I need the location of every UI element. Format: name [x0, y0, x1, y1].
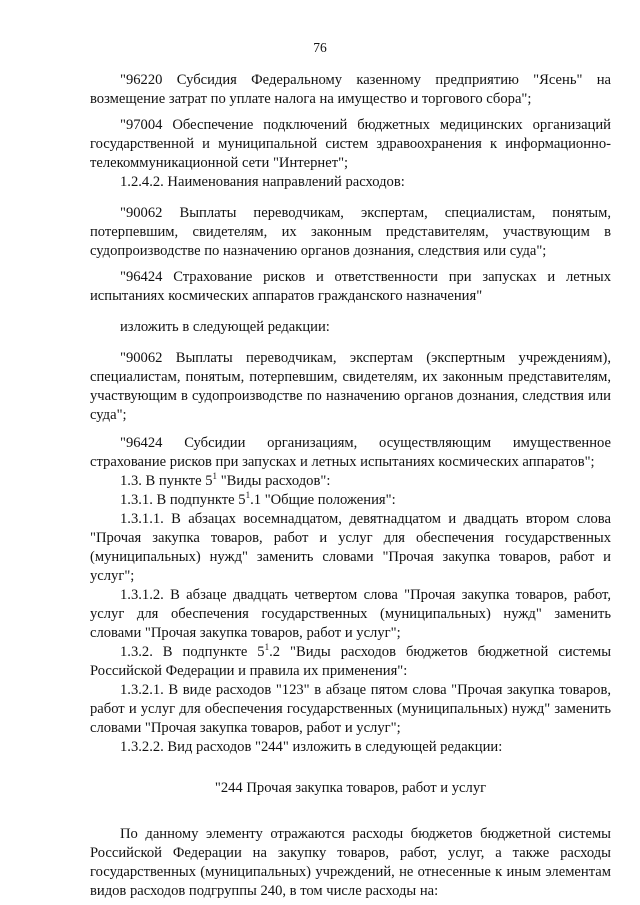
- page-number: 76: [313, 40, 327, 55]
- paragraph-1-3-2-2: 1.3.2.2. Вид расходов "244" изложить в следующей редакции:: [120, 739, 503, 755]
- text-segment: 1.3.1. В подпункте 5: [120, 492, 246, 508]
- paragraph-97004: "97004 Обеспечение подключений бюджетных медицинских организаций государственной и муниципальной систем здравоохранения к информационно-телекоммуникационной сети "Интернет";: [90, 117, 611, 171]
- paragraph-new-edition: изложить в следующей редакции:: [120, 319, 330, 335]
- paragraph-1-3-2-1: 1.3.2.1. В виде расходов "123" в абзаце пятом слова "Прочая закупка товаров, работ и услуг для обеспечения государственных (муниципальных) нужд" заменить словами "Прочая закупка товаров, работ и услуг";: [90, 682, 611, 736]
- paragraph-1-2-4-2: 1.2.4.2. Наименования направлений расходов:: [120, 174, 405, 190]
- paragraph-1-3-1-1: 1.3.1.1. В абзацах восемнадцатом, девятнадцатом и двадцать втором слова "Прочая закупка товаров, работ и услуг для обеспечения государственных (муниципальных) нужд" заменить словами "Прочая закупка товаров, работ и услуг";: [90, 511, 611, 584]
- paragraph-1-3: [90, 472, 611, 491]
- paragraph-90062-new: "90062 Выплаты переводчикам, экспертам (экспертным учреждениям), специалистам, понятым, потерпевшим, свидетелям, их законным представителям, участвующим в судопроизводстве по назначению органов дознания, следствия или суда";: [90, 350, 611, 423]
- document-body: [90, 71, 611, 901]
- paragraph-96220: "96220 Субсидия Федеральному казенному предприятию "Ясень" на возмещение затрат по уплате налога на имущество и торгового сбора";: [90, 72, 611, 107]
- superscript: 1: [212, 471, 218, 482]
- text-segment: .1 "Общие положения":: [250, 492, 396, 508]
- paragraph-1-3-2: [90, 643, 611, 681]
- paragraph-96424-new: "96424 Субсидии организациям, осуществляющим имущественное страхование рисков при запусках и летных испытаниях космических аппаратов";: [90, 435, 611, 470]
- superscript: 1: [264, 642, 270, 653]
- paragraph-1-3-1-2: 1.3.1.2. В абзаце двадцать четвертом слова "Прочая закупка товаров, работ, услуг для обеспечения государственных (муниципальных) нужд" заменить словами "Прочая закупка товаров, работ и услуг";: [90, 587, 611, 641]
- paragraph-90062-old: "90062 Выплаты переводчикам, экспертам, специалистам, понятым, потерпевшим, свидетелям, их законным представителям, участвующим в судопроизводстве по назначению органов дознания, следствия или суда";: [90, 205, 611, 259]
- superscript: 1: [245, 490, 251, 501]
- text-segment: 1.3. В пункте 5: [120, 473, 213, 489]
- text-segment: 1.3.2. В подпункте 5: [120, 644, 265, 660]
- text-segment: "Виды расходов":: [217, 473, 331, 489]
- paragraph-96424-old: "96424 Страхование рисков и ответственности при запусках и летных испытаниях космических аппаратов гражданского назначения": [90, 269, 611, 304]
- paragraph-1-3-1: [90, 491, 611, 510]
- heading-244: "244 Прочая закупка товаров, работ и услуг: [214, 780, 487, 796]
- paragraph-244-description: По данному элементу отражаются расходы бюджетов бюджетной системы Российской Федерации на закупку товаров, работ, услуг, а также расходы государственных (муниципальных) учреждений, не отнесенные к иным элементам видов расходов подгруппы 240, в том числе расходы на:: [90, 826, 611, 899]
- text-segment: .2 "Виды расходов бюджетов бюджетной системы Российской Федерации и правила их применения":: [90, 644, 612, 679]
